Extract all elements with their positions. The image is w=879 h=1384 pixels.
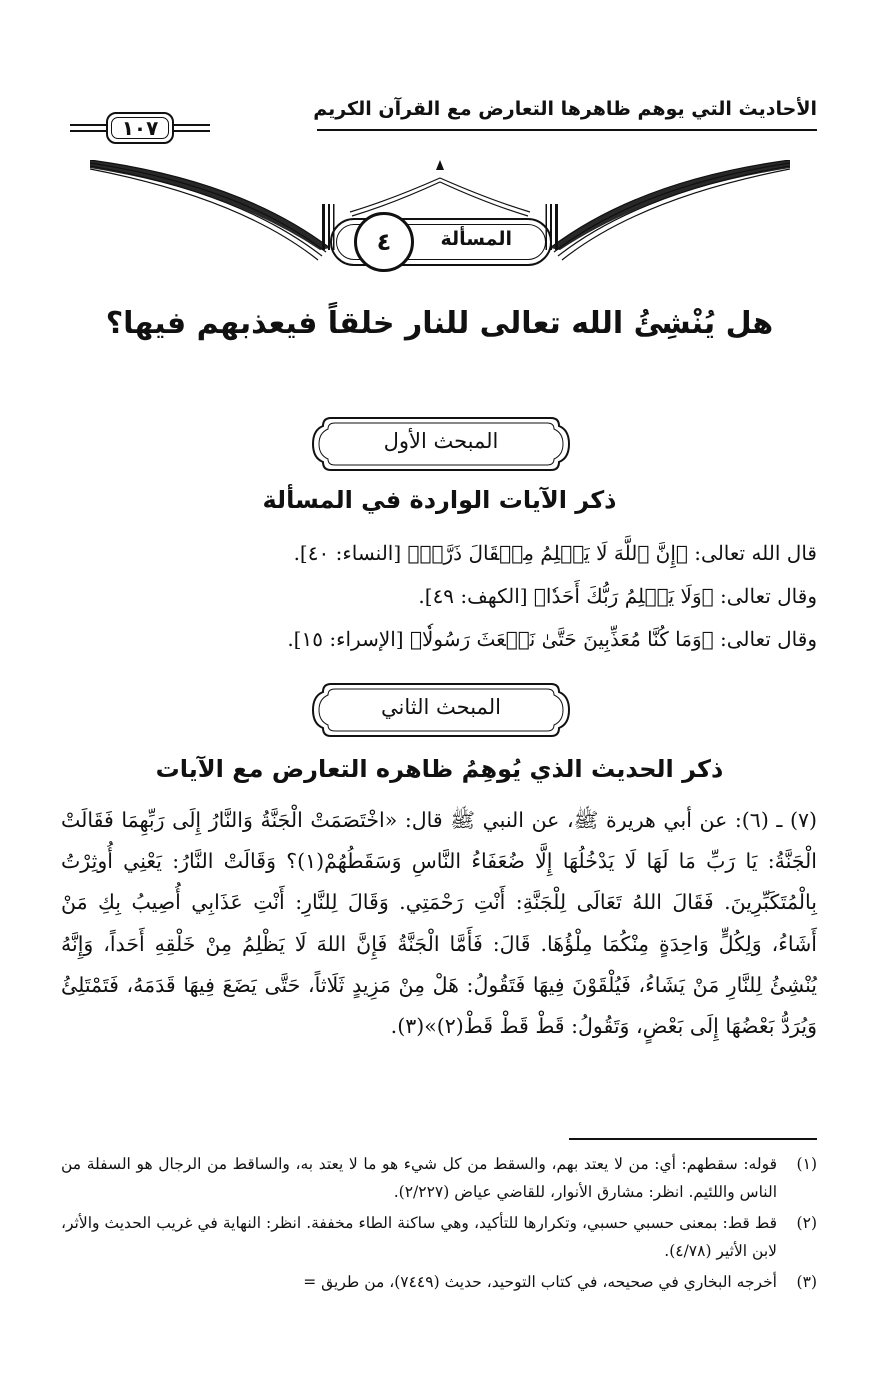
verse-1: قال الله تعالى: ﴿إِنَّ ٱللَّهَ لَا يَظۡلِمُ مِثۡقَالَ ذَرَّةٖ﴾ [النساء: ٤٠]. [293, 541, 817, 565]
section1-frame-label: المبحث الأول [383, 429, 499, 453]
footnote-1-number: (١) [796, 1155, 817, 1173]
page-number: ١٠٧ [106, 112, 174, 144]
issue-number: ٤ [354, 212, 414, 272]
hadith-text: (٧) ـ (٦): عن أبي هريرة ﷺ، عن النبي ﷺ قال: «اخْتَصَمَتْ الْجَنَّةُ وَالنَّارُ إِلَى رَبِّهِمَا فَقَالَتْ الْجَنَّةُ: يَا رَبِّ مَا لَهَا لَا يَدْخُلُهَا إِلَّا ضُعَفَاءُ النَّاسِ وَسَقَطُهُمْ(١)؟ وَقَالَتْ النَّارُ: يَعْنِي أُوثِرْتُ بِالْمُتَكَبِّرِينَ. فَقَالَ اللهُ تَعَالَى لِلْجَنَّةِ: أَنْتِ رَحْمَتِي. وَقَالَ لِلنَّارِ: أَنْتِ عَذَابِي أُصِيبُ بِكِ مَنْ أَشَاءُ، وَلِكُلٍّ وَاحِدَةٍ مِنْكُمَا مِلْؤُهَا. قَالَ: فَأَمَّا الْجَنَّةُ فَإِنَّ اللهَ لَا يَظْلِمُ مِنْ خَلْقِهِ أَحَداً، وَإِنَّهُ يُنْشِئُ لِلنَّارِ مَنْ يَشَاءُ، فَيُلْقَوْنَ فِيهَا فَتَقُولُ: هَلْ مِنْ مَزِيدٍ ثَلَاثاً، حَتَّى يَضَعَ فِيهَا قَدَمَهُ، فَتَمْتَلِئُ وَيُرَدُّ بَعْضُهَا إِلَى بَعْضٍ، وَتَقُولُ: قَطْ قَطْ قَطْ(٢)»(٣). [61, 808, 818, 1039]
issue-label: المسألة [440, 228, 512, 250]
footnote-3 [61, 1268, 817, 1296]
footnotes [61, 1150, 817, 1299]
footnote-2 [61, 1209, 817, 1265]
issue-badge [330, 218, 552, 266]
page-number-rule-left [70, 124, 106, 126]
verse-2: وقال تعالى: ﴿وَلَا يَظۡلِمُ رَبُّكَ أَحَدٗا﴾ [الكهف: ٤٩]. [418, 584, 817, 608]
page-number-rule-right-2 [174, 130, 210, 132]
page-number-rule-right [174, 124, 210, 126]
page-number-rule-left-2 [70, 130, 106, 132]
footnote-1-text: قوله: سقطهم: أي: من لا يعتد بهم، والسقط من كل شيء هو ما لا يعتد به، والساقط من الرجال هو السفلة من الناس واللئيم. انظر: مشارق الأنوار، للقاضي عياض (٢/٢٢٧). [61, 1155, 777, 1201]
header-rule [317, 129, 817, 131]
verse-3: وقال تعالى: ﴿وَمَا كُنَّا مُعَذِّبِينَ حَتَّىٰ نَبۡعَثَ رَسُولٗا﴾ [الإسراء: ١٥]. [287, 627, 817, 651]
footnote-3-number: (٣) [796, 1273, 817, 1291]
issue-title: هل يُنْشِئُ الله تعالى للنار خلقاً فيعذبهم فيها؟ [105, 306, 774, 341]
footnote-1 [61, 1150, 817, 1206]
footnote-rule [569, 1138, 817, 1140]
footnote-2-text: قط قط: بمعنى حسبي حسبي، وتكرارها للتأكيد، وهي ساكنة الطاء مخففة. انظر: النهاية في غريب الحديث والأثر، لابن الأثير (٤/٧٨). [61, 1214, 777, 1260]
section2-heading: ذكر الحديث الذي يُوهِمُ ظاهره التعارض مع الآيات [155, 755, 724, 783]
section1-heading: ذكر الآيات الواردة في المسألة [262, 486, 617, 514]
section2-frame-label: المبحث الثاني [381, 695, 501, 719]
running-header: الأحاديث التي يوهم ظاهرها التعارض مع القرآن الكريم [313, 98, 817, 120]
footnote-3-text: أخرجه البخاري في صحيحه، في كتاب التوحيد، حديث (٧٤٤٩)، من طريق = [303, 1273, 777, 1291]
section2-frame [307, 680, 575, 740]
section1-frame [307, 414, 575, 474]
page-number-frame [70, 112, 210, 148]
footnote-2-number: (٢) [796, 1214, 817, 1232]
